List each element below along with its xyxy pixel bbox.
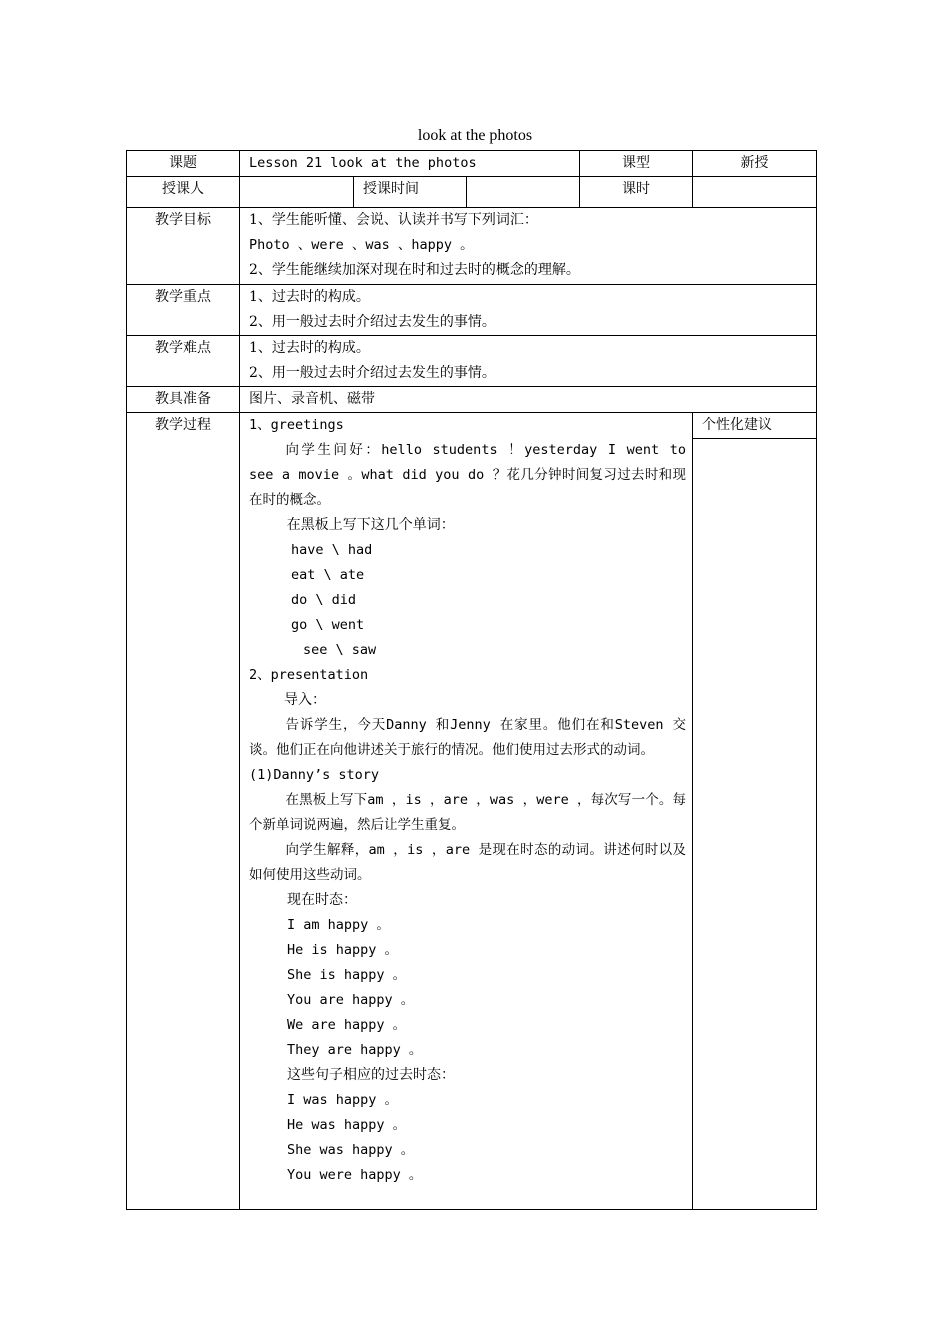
verb-pair: see \ saw xyxy=(303,642,377,658)
difficult-points-row xyxy=(127,336,817,387)
document-title: look at the photos xyxy=(417,127,533,144)
lead-in-paragraph: 告诉学生，今天Danny 和Jenny 在家里。他们在和Steven 交谈。他们正在向他讲述关于旅行的情况。他们使用过去形式的动词。 xyxy=(249,717,687,758)
present-sentence: We are happy 。 xyxy=(287,1017,407,1033)
key-point-line: 2、用一般过去时介绍过去发生的事情。 xyxy=(249,314,496,330)
past-sentence: He was happy 。 xyxy=(287,1117,407,1133)
materials-value: 图片、录音机、磁带 xyxy=(240,387,817,413)
difficult-points-content xyxy=(240,336,817,387)
greetings-paragraph: 向学生问好：hello students ！yesterday I went to see a movie 。what did you do ？花几分钟时间复习过去时和现在时的概念。 xyxy=(249,442,687,508)
board-intro: 在黑板上写下这几个单词： xyxy=(286,517,455,533)
lesson-type-value: 新授 xyxy=(693,151,817,177)
past-sentence: I was happy 。 xyxy=(287,1092,399,1108)
verb-pair: have \ had xyxy=(291,542,373,558)
difficult-point-line: 2、用一般过去时介绍过去发生的事情。 xyxy=(249,365,496,381)
process-label: 教学过程 xyxy=(127,413,240,1210)
present-tense-label: 现在时态： xyxy=(287,892,357,908)
goals-line: 2、学生能继续加深对现在时和过去时的概念的理解。 xyxy=(249,262,580,278)
teaching-time-label: 授课时间 xyxy=(354,177,467,208)
present-sentence: You are happy 。 xyxy=(287,992,415,1008)
topic-row xyxy=(127,151,817,177)
personalized-suggestion-label: 个性化建议 xyxy=(693,413,816,439)
goals-label: 教学目标 xyxy=(127,208,240,285)
teacher-row xyxy=(127,177,817,208)
topic-label: 课题 xyxy=(127,151,240,177)
personalized-suggestion-column xyxy=(693,413,817,1210)
lesson-type-label: 课型 xyxy=(580,151,693,177)
key-points-content xyxy=(240,285,817,336)
goals-line: Photo 、were 、was 、happy 。 xyxy=(249,237,474,253)
greetings-heading: 1、greetings xyxy=(249,417,344,433)
difficult-points-label: 教学难点 xyxy=(127,336,240,387)
class-hours-label: 课时 xyxy=(580,177,693,208)
teacher-value xyxy=(240,177,354,208)
teaching-time-value xyxy=(467,177,580,208)
materials-row xyxy=(127,387,817,413)
present-sentence: They are happy 。 xyxy=(287,1042,423,1058)
presentation-heading: 2、presentation xyxy=(249,667,369,683)
goals-line: 1、学生能听懂、会说、认读并书写下列词汇： xyxy=(249,212,538,228)
verb-pair: do \ did xyxy=(291,592,357,608)
explain-paragraph: 向学生解释，am ，is ，are 是现在时态的动词。讲述何时以及如何使用这些动词。 xyxy=(249,842,687,883)
present-sentence: She is happy 。 xyxy=(287,967,407,983)
goals-content xyxy=(240,208,817,285)
past-tense-label: 这些句子相应的过去时态： xyxy=(287,1067,455,1083)
difficult-point-line: 1、过去时的构成。 xyxy=(249,340,370,356)
past-sentence: She was happy 。 xyxy=(287,1142,415,1158)
present-sentence: He is happy 。 xyxy=(287,942,399,958)
board-paragraph: 在黑板上写下am ，is ，are ，was ，were ，每次写一个。每个新单词说两遍，然后让学生重复。 xyxy=(249,792,687,833)
verb-pair: eat \ ate xyxy=(291,567,365,583)
past-sentence: You were happy 。 xyxy=(287,1167,423,1183)
process-content xyxy=(240,413,693,1210)
verb-pair: go \ went xyxy=(291,617,365,633)
goals-row xyxy=(127,208,817,285)
lesson-plan-table xyxy=(126,150,817,1210)
present-sentence: I am happy 。 xyxy=(287,917,390,933)
topic-value: Lesson 21 look at the photos xyxy=(240,151,580,177)
key-point-line: 1、过去时的构成。 xyxy=(249,289,370,305)
key-points-label: 教学重点 xyxy=(127,285,240,336)
materials-label: 教具准备 xyxy=(127,387,240,413)
teacher-label: 授课人 xyxy=(127,177,240,208)
class-hours-value xyxy=(693,177,817,208)
story-heading: (1)Danny’s story xyxy=(249,767,380,783)
lead-in-label: 导入： xyxy=(284,692,326,708)
key-points-row xyxy=(127,285,817,336)
process-row xyxy=(127,413,817,1210)
